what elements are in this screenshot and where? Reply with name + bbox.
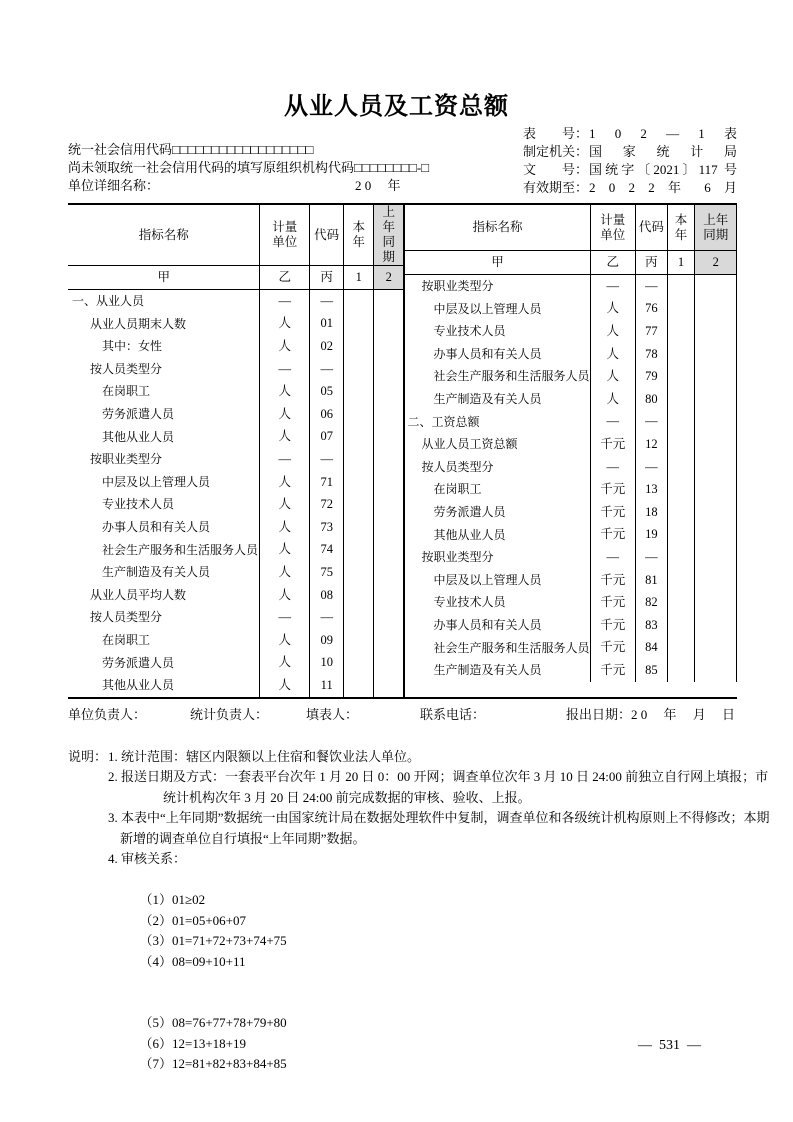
table-row [405, 478, 736, 501]
code-cell: — [309, 290, 343, 313]
indicator-name-cell: 其中：女性 [102, 339, 163, 354]
note-line-2-cont: 统计机构次年 3 月 20 日 24:00 前完成数据的审核、验收、上报。 [163, 789, 531, 805]
unit-cell: 千元 [590, 501, 636, 524]
page-title: 从业人员及工资总额 [284, 94, 509, 120]
current-year-value-cell [344, 471, 374, 494]
current-year-value-cell [667, 433, 695, 456]
current-year-value-cell [344, 584, 374, 607]
current-year-value-cell [667, 614, 695, 637]
current-year-value-cell [667, 524, 695, 547]
table-row [68, 358, 403, 381]
unit-cell: 人 [260, 652, 310, 675]
credit-code-boxes: □□□□□□□□□□□□□□□□□□ [172, 142, 314, 157]
unit-cell: 人 [260, 629, 310, 652]
prev-period-value-cell [695, 433, 737, 456]
unit-cell: — [590, 546, 636, 569]
prev-period-value-cell [374, 448, 404, 471]
table-row [405, 388, 736, 411]
prev-period-value-cell [374, 358, 404, 381]
table-row [68, 516, 403, 539]
code-cell: 79 [636, 365, 668, 388]
key-stub: 甲 [405, 251, 590, 275]
current-year-value-cell [344, 290, 374, 313]
indicator-name-cell: 社会生产服务和生活服务人员 [433, 369, 590, 384]
code-cell: 10 [309, 652, 343, 675]
prev-period-value-cell [695, 320, 737, 343]
page-number: — 531 — [638, 1038, 701, 1053]
unit-cell: 千元 [590, 524, 636, 547]
code-cell: — [636, 275, 668, 298]
table-row [68, 674, 403, 697]
note-scope: 1. 统计范围：辖区内限额以上住宿和餐饮业法人单位。 [108, 748, 421, 764]
unit-cell: — [590, 411, 636, 434]
form-meta [68, 125, 737, 203]
note-line-3-cont: 新增的调查单位自行填报“上年同期”数据。 [120, 830, 366, 846]
header-indicator: 指标名称 [68, 205, 260, 266]
indicator-name-cell: 按人员类型分 [90, 361, 163, 376]
code-cell: 05 [309, 380, 343, 403]
code-cell: 01 [309, 313, 343, 336]
header-prev-period: 上年同期 [695, 205, 737, 251]
unit-name-label: 单位详细名称： [68, 178, 160, 193]
table-row [68, 426, 403, 449]
prev-period-value-cell [695, 343, 737, 366]
indicator-name-cell: 生产制造及有关人员 [102, 565, 211, 580]
table-row [68, 313, 403, 336]
code-cell: — [309, 358, 343, 381]
current-year-value-cell [667, 411, 695, 434]
current-year-value-cell [667, 298, 695, 321]
code-cell: 18 [636, 501, 668, 524]
code-cell: 02 [309, 335, 343, 358]
code-cell: 08 [309, 584, 343, 607]
indicator-name-cell: 其他从业人员 [102, 429, 175, 444]
header-code: 代码 [309, 205, 343, 266]
indicator-name-cell: 一、从业人员 [72, 294, 145, 309]
report-year: 2 0 年 [355, 178, 401, 193]
relation-2: （2）01=05+06+07 [139, 912, 246, 928]
preparer-label: 填表人： [306, 706, 359, 722]
key-prev: 2 [695, 251, 737, 275]
unit-cell: — [260, 290, 310, 313]
current-year-value-cell [344, 652, 374, 675]
current-year-value-cell [344, 448, 374, 471]
org-code-boxes: □□□□□□□□-□ [354, 160, 430, 175]
table-row [68, 403, 403, 426]
unit-cell: 人 [260, 516, 310, 539]
current-year-value-cell [667, 365, 695, 388]
code-cell: 78 [636, 343, 668, 366]
prev-period-value-cell [695, 298, 737, 321]
header-indicator: 指标名称 [405, 205, 590, 251]
indicator-name-cell: 社会生产服务和生活服务人员 [102, 542, 259, 557]
table-row [68, 561, 403, 584]
code-cell: 80 [636, 388, 668, 411]
unit-cell: 人 [590, 343, 636, 366]
prev-period-value-cell [695, 478, 737, 501]
current-year-value-cell [667, 456, 695, 479]
code-cell: 12 [636, 433, 668, 456]
code-cell: — [636, 411, 668, 434]
relation-4: （4）08=09+10+11 [139, 953, 246, 969]
indicator-name-cell: 生产制造及有关人员 [433, 392, 542, 407]
table-row [405, 659, 736, 682]
table-row [405, 275, 736, 298]
prev-period-value-cell [695, 591, 737, 614]
indicator-name-cell: 在岗职工 [102, 633, 151, 647]
prev-period-value-cell [695, 501, 737, 524]
key-stub: 甲 [68, 266, 260, 290]
relation-3: （3）01=71+72+73+74+75 [139, 933, 287, 949]
prev-period-value-cell [374, 313, 404, 336]
meta-left-block [68, 141, 429, 195]
table-row [405, 569, 736, 592]
table-row [68, 539, 403, 562]
code-cell: 19 [636, 524, 668, 547]
prev-period-value-cell [374, 561, 404, 584]
current-year-value-cell [344, 493, 374, 516]
table-row [405, 320, 736, 343]
unit-cell: 千元 [590, 569, 636, 592]
indicator-name-cell: 从业人员平均人数 [90, 587, 187, 602]
prev-period-value-cell [695, 614, 737, 637]
unit-cell: 人 [260, 584, 310, 607]
unit-cell: 千元 [590, 433, 636, 456]
prev-period-value-cell [695, 659, 737, 682]
indicator-name-cell: 从业人员工资总额 [421, 437, 518, 452]
code-cell: 07 [309, 426, 343, 449]
indicator-name-cell: 按职业类型分 [421, 550, 494, 565]
key-code: 丙 [309, 266, 343, 290]
notes-label: 说明： [68, 748, 108, 764]
prev-period-value-cell [374, 471, 404, 494]
table-body-left [68, 290, 403, 697]
prev-period-value-cell [695, 411, 737, 434]
code-cell: 83 [636, 614, 668, 637]
note-line-2: 2. 报送日期及方式：一套表平台次年 1 月 20 日 0：00 开网；调查单位次年 3 月 10 日 24:00 前独立自行网上填报；市 [108, 769, 769, 785]
prev-period-value-cell [695, 456, 737, 479]
code-cell: 71 [309, 471, 343, 494]
indicator-name-cell: 劳务派遣人员 [102, 655, 175, 670]
table-row [68, 606, 403, 629]
prev-period-value-cell [374, 403, 404, 426]
indicator-table [68, 203, 737, 699]
unit-cell: 人 [260, 335, 310, 358]
unit-cell: — [260, 606, 310, 629]
unit-cell: — [590, 275, 636, 298]
unit-name-line [68, 177, 429, 195]
header-current-year: 本年 [667, 205, 695, 251]
prev-period-value-cell [374, 380, 404, 403]
table-row [68, 448, 403, 471]
indicator-name-cell: 按职业类型分 [90, 452, 163, 467]
table-row [405, 456, 736, 479]
table-row [405, 614, 736, 637]
indicator-name-cell: 从业人员期末人数 [90, 316, 187, 331]
code-cell: 81 [636, 569, 668, 592]
unit-cell: 千元 [590, 614, 636, 637]
indicator-name-cell: 二、工资总额 [407, 414, 480, 429]
prev-period-value-cell [695, 546, 737, 569]
code-cell: — [309, 448, 343, 471]
unit-cell: 人 [260, 426, 310, 449]
indicator-name-cell: 办事人员和有关人员 [433, 346, 542, 361]
current-year-value-cell [667, 343, 695, 366]
current-year-value-cell [344, 358, 374, 381]
unit-cell: 人 [260, 674, 310, 697]
current-year-value-cell [667, 388, 695, 411]
indicator-name-cell: 中层及以上管理人员 [102, 474, 211, 489]
table-row [405, 524, 736, 547]
prev-period-value-cell [695, 365, 737, 388]
issuing-agency-label: 制定机关： [523, 144, 589, 159]
current-year-value-cell [667, 501, 695, 524]
unit-cell: 人 [590, 365, 636, 388]
unit-cell: 人 [260, 403, 310, 426]
credit-code-label: 统一社会信用代码 [68, 142, 173, 157]
indicator-name-cell: 社会生产服务和生活服务人员 [433, 640, 590, 655]
key-code: 丙 [636, 251, 668, 275]
key-unit: 乙 [260, 266, 310, 290]
prev-period-value-cell [374, 652, 404, 675]
current-year-value-cell [667, 275, 695, 298]
unit-cell: — [260, 358, 310, 381]
form-number-value: 1 0 2 — 1 表 [589, 126, 737, 141]
document-number-value: 国统字〔2021〕117 号 [589, 162, 737, 177]
table-row [68, 652, 403, 675]
relation-7: （7）12=81+82+83+84+85 [139, 1056, 287, 1072]
unit-cell: 人 [590, 320, 636, 343]
current-year-value-cell [667, 637, 695, 660]
prev-period-value-cell [374, 539, 404, 562]
table-row [405, 411, 736, 434]
key-current: 1 [667, 251, 695, 275]
current-year-value-cell [344, 629, 374, 652]
unit-cell: 人 [260, 471, 310, 494]
indicator-name-cell: 按人员类型分 [421, 459, 494, 474]
table-row [405, 298, 736, 321]
indicator-name-cell: 劳务派遣人员 [433, 505, 506, 520]
table-row [68, 493, 403, 516]
audit-relations-row-1 [120, 870, 753, 993]
current-year-value-cell [667, 659, 695, 682]
code-cell: 82 [636, 591, 668, 614]
prev-period-value-cell [695, 569, 737, 592]
org-code-line [68, 159, 429, 177]
indicator-name-cell: 专业技术人员 [433, 595, 506, 610]
code-cell: — [636, 546, 668, 569]
current-year-value-cell [344, 426, 374, 449]
table-row [68, 290, 403, 313]
prev-period-value-cell [374, 335, 404, 358]
prev-period-value-cell [695, 637, 737, 660]
unit-cell: 人 [260, 380, 310, 403]
current-year-value-cell [667, 546, 695, 569]
current-year-value-cell [667, 591, 695, 614]
prev-period-value-cell [374, 290, 404, 313]
header-code: 代码 [636, 205, 668, 251]
report-date-label: 报出日期：2 0 年 月 日 [566, 706, 736, 722]
current-year-value-cell [344, 561, 374, 584]
unit-cell: — [260, 448, 310, 471]
unit-cell: 千元 [590, 591, 636, 614]
table-row [405, 365, 736, 388]
prev-period-value-cell [374, 674, 404, 697]
indicator-name-cell: 其他从业人员 [433, 527, 506, 542]
table-left-half [68, 205, 403, 697]
code-cell: 84 [636, 637, 668, 660]
code-cell: 85 [636, 659, 668, 682]
prev-period-value-cell [374, 426, 404, 449]
current-year-value-cell [344, 380, 374, 403]
prev-period-value-cell [374, 493, 404, 516]
valid-until-label: 有效期至： [523, 180, 589, 195]
table-row [68, 335, 403, 358]
unit-cell: 人 [260, 561, 310, 584]
indicator-name-cell: 在岗职工 [102, 384, 151, 399]
table-right-half [403, 205, 737, 697]
indicator-name-cell: 生产制造及有关人员 [433, 663, 542, 678]
indicator-name-cell: 其他从业人员 [102, 678, 175, 693]
note-line-1 [68, 747, 753, 768]
prev-period-value-cell [374, 629, 404, 652]
code-cell: 11 [309, 674, 343, 697]
phone-label: 联系电话： [420, 706, 486, 722]
table-row [405, 343, 736, 366]
unit-cell: 千元 [590, 637, 636, 660]
indicator-name-cell: 办事人员和有关人员 [433, 618, 542, 632]
stats-head-label: 统计负责人： [190, 706, 269, 722]
signature-row [68, 704, 737, 723]
current-year-value-cell [667, 569, 695, 592]
indicator-name-cell: 专业技术人员 [433, 324, 506, 339]
key-unit: 乙 [590, 251, 636, 275]
current-year-value-cell [667, 320, 695, 343]
code-cell: 74 [309, 539, 343, 562]
code-cell: 06 [309, 403, 343, 426]
current-year-value-cell [344, 516, 374, 539]
table-row [68, 629, 403, 652]
current-year-value-cell [344, 313, 374, 336]
indicator-name-cell: 按职业类型分 [421, 279, 494, 294]
code-cell: 75 [309, 561, 343, 584]
org-code-label: 尚未领取统一社会信用代码的填写原组织机构代码 [68, 160, 355, 175]
current-year-value-cell [344, 403, 374, 426]
code-cell: 77 [636, 320, 668, 343]
prev-period-value-cell [374, 606, 404, 629]
table-row [405, 433, 736, 456]
prev-period-value-cell [695, 275, 737, 298]
meta-right-block [523, 125, 737, 197]
indicator-name-cell: 劳务派遣人员 [102, 407, 175, 422]
unit-cell: 千元 [590, 478, 636, 501]
document-number-label: 文 号： [523, 162, 589, 177]
note-line-3: 3. 本表中“上年同期”数据统一由国家统计局在数据处理软件中复制，调查单位和各级统计机构原则上不得修改；本期 [108, 810, 770, 826]
current-year-value-cell [344, 539, 374, 562]
table-row [405, 591, 736, 614]
unit-cell: 人 [590, 298, 636, 321]
current-year-value-cell [344, 335, 374, 358]
issuing-agency-row [523, 143, 737, 161]
note-line-4: 4. 审核关系： [108, 851, 187, 867]
code-cell: 76 [636, 298, 668, 321]
unit-cell: 人 [590, 388, 636, 411]
indicator-name-cell: 中层及以上管理人员 [433, 301, 542, 316]
code-cell: 13 [636, 478, 668, 501]
unit-cell: 人 [260, 313, 310, 336]
table-row [405, 637, 736, 660]
table-row [68, 380, 403, 403]
prev-period-value-cell [695, 388, 737, 411]
relation-5: （5）08=76+77+78+79+80 [139, 1015, 287, 1031]
code-cell: 73 [309, 516, 343, 539]
table-row [68, 471, 403, 494]
table-row [68, 584, 403, 607]
code-cell: 72 [309, 493, 343, 516]
prev-period-value-cell [695, 524, 737, 547]
relation-6: （6）12=13+18+19 [139, 1035, 246, 1051]
credit-code-line [68, 141, 429, 159]
header-unit: 计量单位 [260, 205, 310, 266]
key-prev: 2 [374, 266, 404, 290]
table-row [405, 501, 736, 524]
prev-period-value-cell [374, 516, 404, 539]
prev-period-value-cell [374, 584, 404, 607]
unit-cell: 人 [260, 493, 310, 516]
document-number-row [523, 161, 737, 179]
relation-1: （1）01≥02 [139, 892, 206, 908]
code-cell: — [636, 456, 668, 479]
indicator-name-cell: 在岗职工 [433, 482, 482, 497]
issuing-agency-value: 国 家 统 计 局 [589, 144, 737, 159]
table-row [405, 546, 736, 569]
unit-cell: — [590, 456, 636, 479]
unit-head-label: 单位负责人： [68, 706, 147, 722]
valid-until-row [523, 179, 737, 197]
indicator-name-cell: 中层及以上管理人员 [433, 572, 542, 587]
header-unit: 计量单位 [590, 205, 636, 251]
indicator-name-cell: 办事人员和有关人员 [102, 520, 211, 535]
current-year-value-cell [667, 478, 695, 501]
indicator-name-cell: 按人员类型分 [90, 610, 163, 625]
form-number-label: 表 号： [523, 126, 589, 141]
unit-cell: 千元 [590, 659, 636, 682]
code-cell: 09 [309, 629, 343, 652]
indicator-name-cell: 专业技术人员 [102, 497, 175, 512]
header-current-year: 本年 [344, 205, 374, 266]
form-number-row [523, 125, 737, 143]
unit-cell: 人 [260, 539, 310, 562]
current-year-value-cell [344, 674, 374, 697]
header-prev-period: 上年同期 [374, 205, 404, 266]
valid-until-value: 2 0 2 2 年 6 月 [589, 180, 737, 195]
code-cell: — [309, 606, 343, 629]
current-year-value-cell [344, 606, 374, 629]
table-body-right [405, 275, 736, 682]
key-current: 1 [344, 266, 374, 290]
